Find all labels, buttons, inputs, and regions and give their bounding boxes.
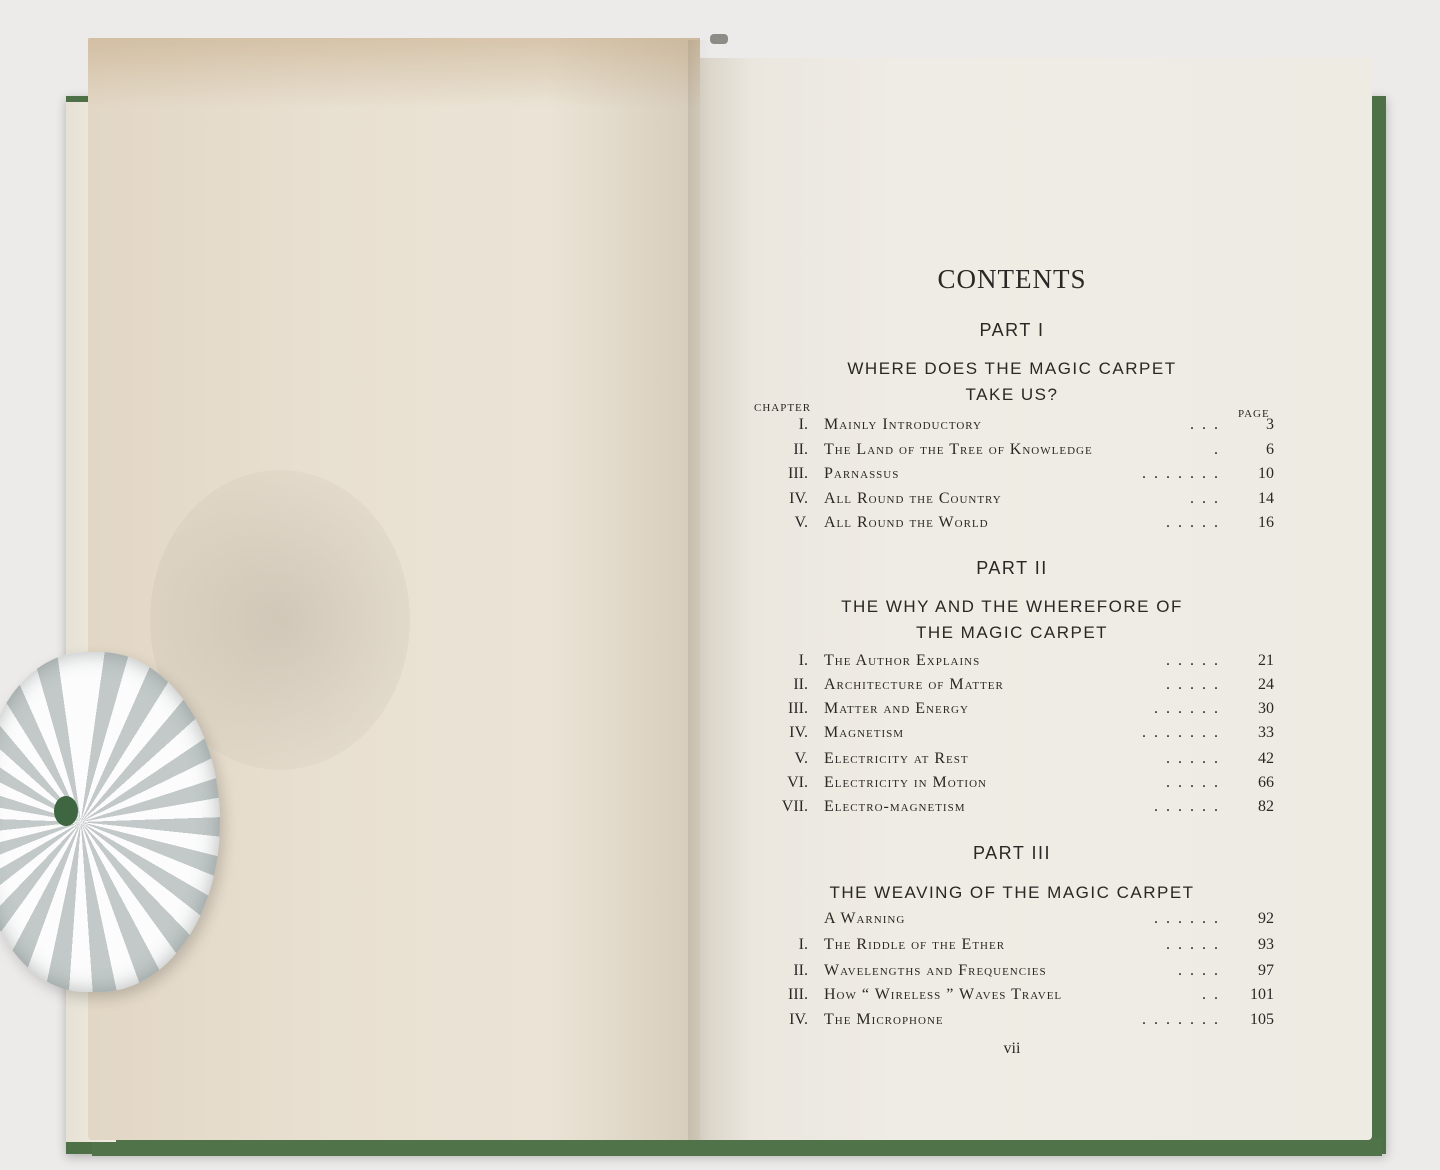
chapter-number: III. [788, 986, 808, 1003]
toc-entry[interactable] [752, 652, 1280, 676]
chapter-title: All Round the Country [824, 490, 1002, 507]
chapter-title: The Riddle of the Ether [824, 936, 1006, 953]
leader-dots: . . . . . [1166, 936, 1220, 953]
chapter-title: Electricity at Rest [824, 750, 969, 767]
toc-entry[interactable] [752, 724, 1280, 748]
chapter-number: IV. [789, 490, 808, 507]
page-number: 97 [1258, 962, 1274, 979]
toc-entry[interactable] [752, 910, 1280, 934]
toc-entry[interactable] [752, 676, 1280, 700]
contents-heading: CONTENTS [937, 264, 1087, 294]
leader-dots: . . . [1190, 416, 1220, 433]
chapter-title: Electricity in Motion [824, 774, 987, 791]
part-2-title-line-1: THE WHY AND THE WHEREFORE OF [841, 597, 1183, 616]
chapter-title: Magnetism [824, 724, 905, 741]
chapter-number: VI. [787, 774, 808, 791]
toc-entry[interactable] [752, 514, 1280, 538]
leader-dots: . . . . . [1166, 750, 1220, 767]
glass-center [54, 796, 78, 826]
part-2-title-line-2: THE MAGIC CARPET [915, 623, 1109, 642]
page-number: 10 [1258, 465, 1274, 482]
page-number: 33 [1258, 724, 1274, 741]
toc-entry[interactable] [752, 1011, 1280, 1035]
chapter-number: V. [794, 750, 808, 767]
chapter-number: IV. [789, 724, 808, 741]
chapter-title: A Warning [824, 910, 906, 927]
chapter-title: The Land of the Tree of Knowledge [824, 441, 1093, 458]
page-number: 92 [1258, 910, 1274, 927]
leader-dots: . . . . . [1166, 652, 1220, 669]
toc-entry[interactable] [752, 774, 1280, 798]
chapter-number: II. [793, 962, 808, 979]
toc-entry[interactable] [752, 465, 1280, 489]
toc-entry[interactable] [752, 798, 1280, 822]
book-gutter [688, 40, 712, 1140]
leader-dots: . . . . . . . [1142, 724, 1220, 741]
chapter-number: III. [788, 465, 808, 482]
chapter-title: How “ Wireless ” Waves Travel [824, 986, 1063, 1003]
leader-dots: . . [1202, 986, 1220, 1003]
toc-entry[interactable] [752, 490, 1280, 514]
chapter-title: Architecture of Matter [824, 676, 1004, 693]
page-number: 14 [1258, 490, 1274, 507]
leader-dots: . . . . . [1166, 676, 1220, 693]
leader-dots: . . . . . . . [1142, 1011, 1220, 1028]
chapter-number: V. [794, 514, 808, 531]
page-number: 42 [1258, 750, 1274, 767]
toc-entry[interactable] [752, 441, 1280, 465]
page-number: 30 [1258, 700, 1274, 717]
part-1-title-line-1: WHERE DOES THE MAGIC CARPET [847, 359, 1177, 378]
chapter-title: Wavelengths and Frequencies [824, 962, 1047, 979]
chapter-column-label: CHAPTER [754, 402, 812, 414]
page-number: 93 [1258, 936, 1274, 953]
leader-dots: . . . . . [1166, 774, 1220, 791]
part-1-label: PART I [979, 320, 1045, 340]
chapter-number: IV. [789, 1011, 808, 1028]
bookmark-ribbon [710, 34, 728, 44]
part-2-label: PART II [976, 558, 1048, 578]
chapter-title: Parnassus [824, 465, 900, 482]
page-number: 101 [1250, 986, 1274, 1003]
toc-entry[interactable] [752, 986, 1280, 1010]
page-number: 21 [1258, 652, 1274, 669]
leader-dots: . . . . . [1166, 514, 1220, 531]
cover-edge [92, 1138, 1382, 1156]
leader-dots: . [1214, 441, 1220, 458]
chapter-number: II. [793, 676, 808, 693]
leader-dots: . . . [1190, 490, 1220, 507]
chapter-title: The Microphone [824, 1011, 944, 1028]
part-1-title-line-2: TAKE US? [965, 385, 1059, 404]
toc-entry[interactable] [752, 416, 1280, 440]
page-column-label: PAGE [1238, 408, 1270, 420]
chapter-number: I. [798, 652, 808, 669]
page-number: 16 [1258, 514, 1274, 531]
part-3-label: PART III [972, 843, 1052, 863]
chapter-title: Electro-magnetism [824, 798, 966, 815]
toc-entry[interactable] [752, 936, 1280, 960]
leader-dots: . . . . . . . [1142, 465, 1220, 482]
chapter-title: Mainly Introductory [824, 416, 982, 433]
page-number: 105 [1250, 1011, 1274, 1028]
chapter-number: I. [798, 416, 808, 433]
chapter-title: The Author Explains [824, 652, 981, 669]
page-number: 6 [1266, 441, 1274, 458]
page-number: 24 [1258, 676, 1274, 693]
page-folio: vii [1003, 1040, 1021, 1057]
chapter-number: II. [793, 441, 808, 458]
part-3-title-line-1: THE WEAVING OF THE MAGIC CARPET [829, 883, 1195, 902]
chapter-title: Matter and Energy [824, 700, 969, 717]
leader-dots: . . . . . . [1154, 910, 1220, 927]
chapter-number: III. [788, 700, 808, 717]
leader-dots: . . . . . . [1154, 700, 1220, 717]
toc-entry[interactable] [752, 700, 1280, 724]
chapter-title: All Round the World [824, 514, 989, 531]
chapter-number: I. [798, 936, 808, 953]
leader-dots: . . . . [1178, 962, 1220, 979]
toc-entry[interactable] [752, 962, 1280, 986]
chapter-number: VII. [781, 798, 808, 815]
page-number: 3 [1266, 416, 1274, 433]
page-number: 82 [1258, 798, 1274, 815]
page-number: 66 [1258, 774, 1274, 791]
leader-dots: . . . . . . [1154, 798, 1220, 815]
toc-entry[interactable] [752, 750, 1280, 774]
